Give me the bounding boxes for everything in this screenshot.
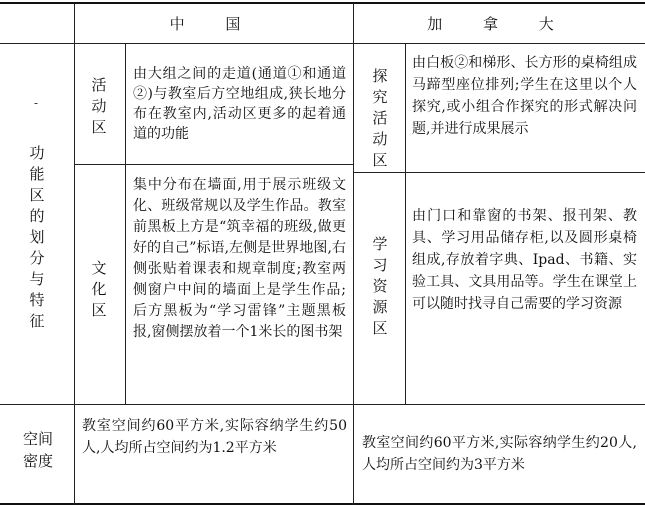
china-activity-area-label: 活动区 bbox=[91, 76, 107, 136]
table-bottom-border bbox=[0, 503, 645, 505]
canada-explore-area-label: 探究活动区 bbox=[372, 67, 388, 169]
country-divider bbox=[353, 3, 354, 505]
space-density-label-line-1: 空间 bbox=[22, 430, 53, 448]
china-activity-area-text: 由大组之间的走道(通道①和通道②)与教室后方空地组成,狭长地分布在教室内,活动区更多的起着通道的功能 bbox=[133, 66, 346, 142]
label-column-divider bbox=[74, 3, 75, 505]
space-density-label-line-2: 密度 bbox=[22, 452, 53, 470]
canada-sublabel-divider bbox=[405, 43, 406, 404]
china-density-text: 教室空间约60平方米,实际容纳学生约50人,人均所占空间约为1.2平方米 bbox=[82, 418, 347, 456]
china-culture-area-label: 文化区 bbox=[91, 259, 107, 319]
row-label-space-density bbox=[18, 428, 58, 472]
row-label-function-zone: 功能区的划分与特征 bbox=[29, 144, 45, 330]
table-top-border bbox=[0, 2, 645, 4]
canada-resource-area-label: 学习资源区 bbox=[372, 235, 388, 337]
china-activity-bottom-line bbox=[74, 164, 353, 165]
canada-explore-bottom-line bbox=[353, 172, 645, 173]
china-sublabel-divider bbox=[125, 43, 126, 404]
canada-density-text: 教室空间约60平方米,实际容纳学生约20人,人均所占空间约为3平方米 bbox=[362, 435, 637, 473]
function-zone-bottom-line bbox=[0, 404, 645, 405]
header-canada: 加 拿 大 bbox=[427, 15, 572, 33]
china-culture-area-text: 集中分布在墙面,用于展示班级文化、班级常规以及学生作品。教室前黑板上方是“筑幸福的班级,做更好的自己”标语,左侧是世界地图,右侧张贴着课表和规章制度;教室两侧窗户中间的墙面上是学生作品;后方黑板为“学习雷锋”主题黑板报,窗侧摆放着一个1米长的图书架 bbox=[133, 177, 346, 340]
row-label-dash: - bbox=[34, 96, 39, 110]
header-china: 中 国 bbox=[169, 15, 259, 33]
header-bottom-line bbox=[0, 43, 645, 44]
canada-explore-area-text: 由白板②和梯形、长方形的桌椅组成马蹄型座位排列;学生在这里以个人探究,或小组合作探究的形式解决问题,并进行成果展示 bbox=[412, 55, 637, 137]
canada-resource-area-text: 由门口和靠窗的书架、报刊架、教具、学习用品储存柜,以及圆形桌椅组成,存放着字典、Ipad、书籍、实验工具、文具用品等。学生在课堂上可以随时找寻自己需要的学习资源 bbox=[412, 208, 637, 312]
